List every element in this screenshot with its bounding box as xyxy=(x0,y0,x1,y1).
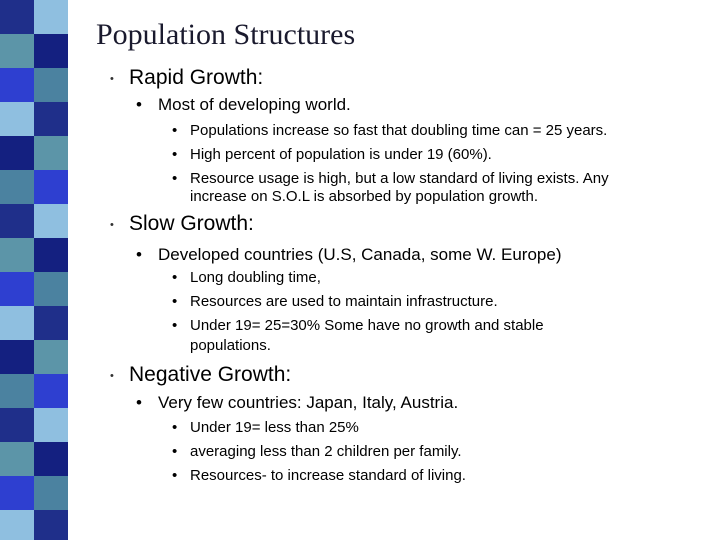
bullet-icon: • xyxy=(172,467,178,484)
stripe-block xyxy=(0,510,34,540)
stripe-block xyxy=(0,34,34,68)
bullet-icon: • xyxy=(110,219,114,231)
bullet-icon: • xyxy=(172,317,178,334)
stripe-block xyxy=(34,136,68,170)
bullet-icon: • xyxy=(172,293,178,310)
stripe-block xyxy=(0,442,34,476)
stripe-block xyxy=(34,408,68,442)
bullet-icon: • xyxy=(172,122,178,139)
stripe-block xyxy=(0,374,34,408)
stripe-block xyxy=(0,238,34,272)
bullet-icon: • xyxy=(136,393,142,412)
stripe-block xyxy=(34,442,68,476)
stripe-block xyxy=(0,306,34,340)
bullet-icon: • xyxy=(172,170,178,187)
bullet-icon: • xyxy=(172,443,178,460)
stripe-block xyxy=(0,476,34,510)
bullet-icon: • xyxy=(172,419,178,436)
stripe-block xyxy=(34,238,68,272)
stripe-block xyxy=(0,102,34,136)
decorative-color-stripe xyxy=(0,0,68,540)
stripe-block xyxy=(34,34,68,68)
stripe-block xyxy=(34,204,68,238)
stripe-block xyxy=(34,0,68,34)
bullet-icon: • xyxy=(136,245,142,264)
stripe-block xyxy=(0,0,34,34)
stripe-block xyxy=(34,170,68,204)
stripe-block xyxy=(0,340,34,374)
bullet-icon: • xyxy=(172,269,178,286)
stripe-block xyxy=(34,476,68,510)
stripe-block xyxy=(34,68,68,102)
slide-title: Population Structures xyxy=(96,18,356,51)
stripe-block xyxy=(34,510,68,540)
stripe-block xyxy=(0,170,34,204)
stripe-block xyxy=(34,340,68,374)
stripe-block xyxy=(0,272,34,306)
stripe-block xyxy=(34,102,68,136)
stripe-block xyxy=(0,136,34,170)
bullet-icon: • xyxy=(110,370,114,382)
stripe-block xyxy=(0,68,34,102)
stripe-block xyxy=(34,374,68,408)
stripe-block xyxy=(34,272,68,306)
bullet-icon: • xyxy=(110,73,114,85)
stripe-block xyxy=(0,204,34,238)
stripe-block xyxy=(34,306,68,340)
bullet-icon: • xyxy=(136,95,142,114)
bullet-icon: • xyxy=(172,146,178,163)
stripe-block xyxy=(0,408,34,442)
